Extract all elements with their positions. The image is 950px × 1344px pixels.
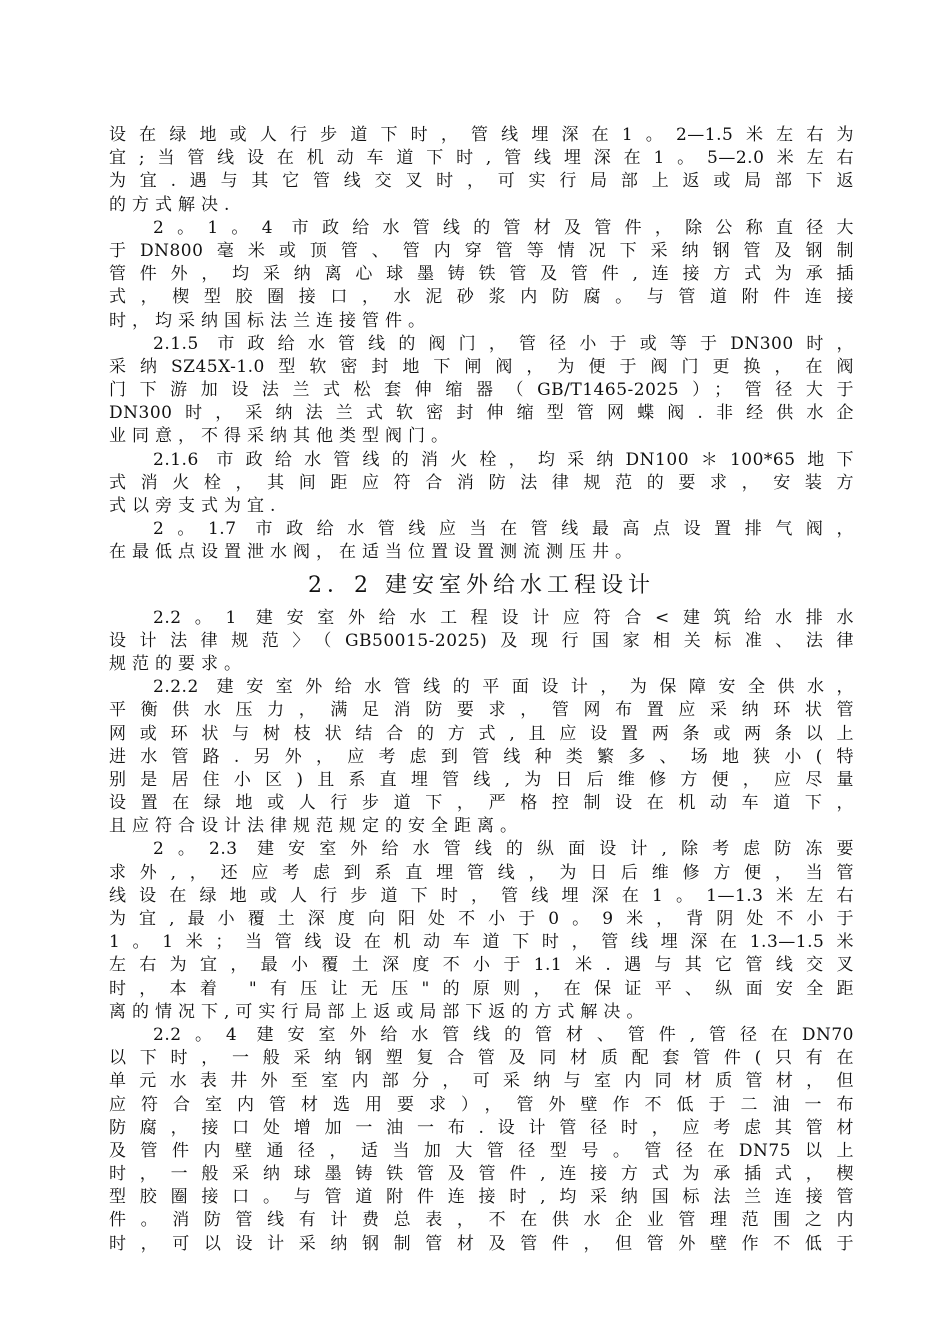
text-line: 应符合室内管材选用要求），管外壁作不低于二油一布 xyxy=(109,1094,854,1115)
text-line: 于DN800毫米或顶管、管内穿管等情况下采纳钢管及钢制 xyxy=(109,240,854,261)
text-line: 设置在绿地或人行步道下，严格控制设在机动车道下， xyxy=(109,793,854,814)
text-line: 型胶圈接口。与管道附件连接时,均采纳国标法兰连接管 xyxy=(109,1187,854,1208)
text-line: 的方式解决. xyxy=(109,194,236,215)
paragraph xyxy=(109,1024,854,1256)
paragraph xyxy=(109,217,854,333)
text-line: 以下时，一般采纳钢塑复合管及同材质配套管件(只有在 xyxy=(109,1048,854,1069)
text-line: 采纳SZ45X-1.0型软密封地下闸阀，为便于阀门更换，在阀 xyxy=(109,356,854,377)
document-body xyxy=(109,124,854,1256)
paragraph xyxy=(109,333,854,449)
text-line: 为宜.遇与其它管线交叉时，可实行局部上返或局部下返 xyxy=(109,171,854,192)
text-line: 在最低点设置泄水阀，在适当位置设置测流测压井。 xyxy=(109,542,638,563)
text-line: 时，可以设计采纳钢制管材及管件，但管外壁作不低于 xyxy=(109,1233,854,1254)
text-line: 时，一般采纳球墨铸铁管及管件,连接方式为承插式，楔 xyxy=(109,1164,854,1185)
text-line: 设在绿地或人行步道下时，管线埋深在1。2—1.5米左右为 xyxy=(109,125,854,145)
text-line: 防腐，接口处增加一油一布.设计管径时，应考虑其管材 xyxy=(109,1117,854,1138)
paragraph xyxy=(109,449,854,519)
text-line: 时，本着 "有压让无压"的原则，在保证平、纵面安全距 xyxy=(109,978,854,999)
paragraph xyxy=(109,838,854,1024)
text-line: 及管件内壁通径，适当加大管径型号。管径在DN75以上 xyxy=(109,1140,854,1161)
text-line: 2。2.3 建安室外给水管线的纵面设计,除考虑防冻要 xyxy=(153,839,854,860)
text-line: 式，楔型胶圈接口，水泥砂浆内防腐。与管道附件连接 xyxy=(109,287,854,308)
text-line: 件。消防管线有计费总表，不在供水企业管理范围之内 xyxy=(109,1210,854,1231)
text-line: 2.1.6 市政给水管线的消火栓，均采纳DN100＊100*65地下 xyxy=(153,449,854,470)
text-line: DN300时，采纳法兰式软密封伸缩型管网蝶阀.非经供水企 xyxy=(109,403,854,424)
text-line: 门下游加设法兰式松套伸缩器（GB/T1465-2025）；管径大于 xyxy=(109,380,854,401)
text-line: 求外,，还应考虑到系直埋管线，为日后维修方便，当管 xyxy=(109,862,854,883)
text-line: 别是居住小区)且系直埋管线,为日后维修方便，应尽量 xyxy=(109,769,854,790)
text-line: 离的情况下,可实行局部上返或局部下返的方式解决。 xyxy=(109,1001,650,1022)
paragraph xyxy=(109,518,854,564)
text-line: 时，均采纳国标法兰连接管件。 xyxy=(109,310,431,331)
text-line: 且应符合设计法律规范规定的安全距离。 xyxy=(109,816,523,837)
text-line: 线设在绿地或人行步道下时，管线埋深在1。1—1.3米左右 xyxy=(109,885,854,906)
text-line: 左右为宜，最小覆土深度不小于1.1米.遇与其它管线交叉 xyxy=(109,955,854,976)
text-line: 单元水表井外至室内部分，可采纳与室内同材质管材，但 xyxy=(109,1071,854,1092)
text-line: 式以旁支式为宜. xyxy=(109,496,282,516)
text-line: 为宜,最小覆土深度向阳处不小于0。9米，背阴处不小于 xyxy=(109,909,854,929)
text-line: 2。1.7 市政给水管线应当在管线最高点设置排气阀， xyxy=(153,519,854,540)
text-line: 2.2。4 建安室外给水管线的管材、管件,管径在DN70 xyxy=(153,1024,854,1045)
text-line: 平衡供水压力，满足消防要求，管网布置应采纳环状管 xyxy=(109,700,854,721)
paragraph xyxy=(109,607,854,677)
paragraph xyxy=(109,124,854,217)
text-line: 业同意，不得采纳其他类型阀门。 xyxy=(109,426,454,447)
text-line: 1。1米；当管线设在机动车道下时，管线埋深在1.3—1.5米 xyxy=(109,932,854,953)
text-line: 进水管路.另外，应考虑到管线种类繁多、场地狭小(特 xyxy=(109,746,854,767)
section-heading: 2．2 建安室外给水工程设计 xyxy=(308,572,655,598)
paragraph xyxy=(109,676,854,838)
text-line: 2.2.2 建安室外给水管线的平面设计，为保障安全供水， xyxy=(153,677,854,698)
text-line: 管件外，均采纳离心球墨铸铁管及管件,连接方式为承插 xyxy=(109,264,854,285)
text-line: 宜;当管线设在机动车道下时,管线埋深在1。5—2.0米左右 xyxy=(109,148,854,169)
text-line: 式消火栓，其间距应符合消防法律规范的要求，安装方 xyxy=(109,472,854,493)
text-line: 2.2。1 建安室外给水工程设计应符合<建筑给水排水 xyxy=(153,607,854,628)
text-line: 设计法律规范〉（GB50015-2025)及现行国家相关标准、法律 xyxy=(109,630,854,651)
text-line: 2.1.5 市政给水管线的阀门，管径小于或等于DN300时， xyxy=(153,333,854,354)
text-line: 网或环状与树枝状结合的方式,且应设置两条或两条以上 xyxy=(109,723,854,744)
text-line: 2。1。4 市政给水管线的管材及管件，除公称直径大 xyxy=(153,217,854,238)
text-line: 规范的要求。 xyxy=(109,653,247,674)
